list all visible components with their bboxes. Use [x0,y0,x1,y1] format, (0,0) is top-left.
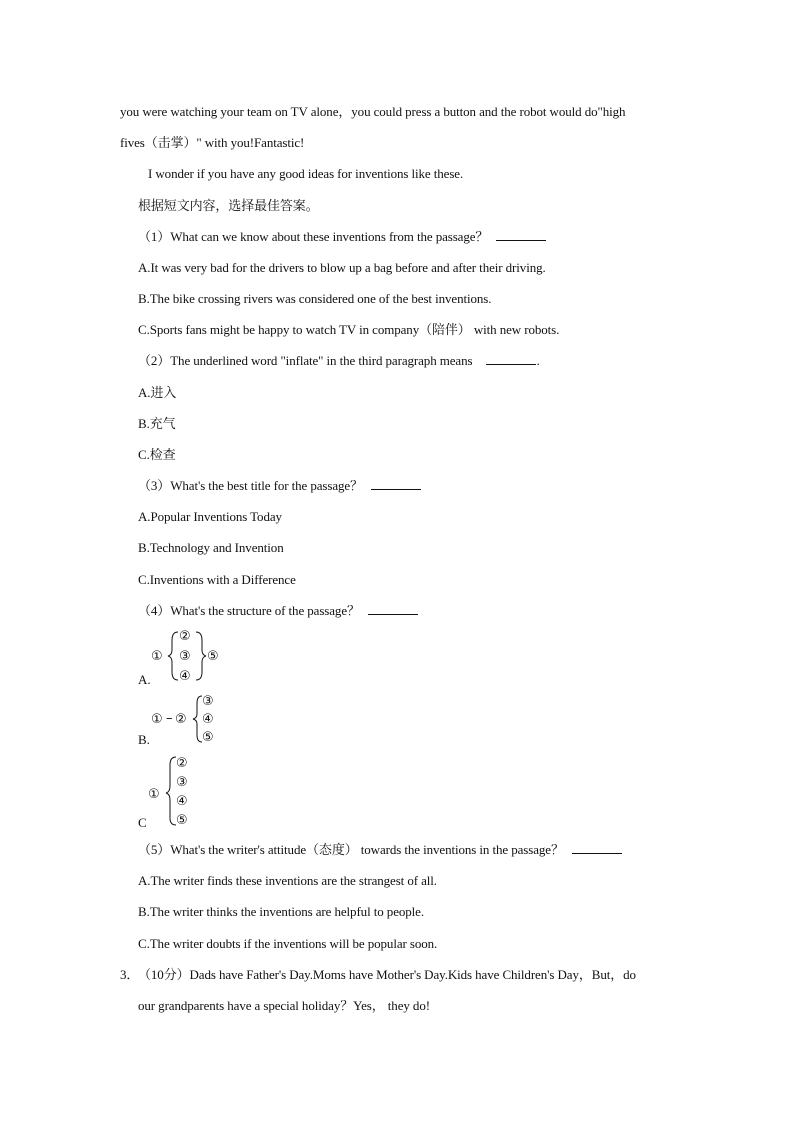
answer-blank-5[interactable] [572,842,622,854]
question-5 [138,842,622,858]
diagram-a-node-1: ① [151,649,163,664]
q1-option-a: A.It was very bad for the drivers to blow up a bag before and after their driving. [138,260,546,275]
diagram-a-node-2: ② [179,629,191,644]
structure-diagram-b [145,690,235,746]
diagram-a-left-brace [168,632,178,680]
diagram-a-node-4: ④ [179,669,191,684]
question-2 [138,353,540,369]
question-5-stem: （5）What's the writer's attitude（态度） towards the inventions in the passage？ [138,842,564,857]
question-4 [138,603,418,619]
q3-option-b: B.Technology and Invention [138,540,284,555]
answer-blank-3[interactable] [371,478,421,490]
diagram-c-node-2: ② [176,756,188,771]
question-3-intro-line-2: our grandparents have a special holiday？Yes， they do! [138,998,430,1013]
q5-option-b: B.The writer thinks the inventions are helpful to people. [138,904,425,919]
diagram-b-node-1: ① [151,712,163,727]
structure-diagram-c [145,750,215,830]
passage-line-2: fives（击掌）" with you!Fantastic! [120,135,305,150]
diagram-b-node-5: ⑤ [202,730,214,745]
q5-option-c: C.The writer doubts if the inventions will be popular soon. [138,936,438,951]
q1-option-c: C.Sports fans might be happy to watch TV in company（陪伴） with new robots. [138,322,560,337]
question-2-end: . [536,353,540,368]
answer-blank-2[interactable] [486,353,536,365]
q2-option-a: A.进入 [138,385,177,400]
q4-option-b-label: B. [138,732,150,747]
diagram-a-node-5: ⑤ [207,649,219,664]
instruction: 根据短文内容，选择最佳答案。 [138,198,319,213]
diagram-b-node-2: ② [175,712,187,727]
answer-blank-4[interactable] [368,603,418,615]
question-1 [138,229,546,245]
diagram-b-node-3: ③ [202,694,214,709]
diagram-a-right-brace [196,632,206,680]
diagram-c-brace [166,757,176,825]
answer-blank-1[interactable] [496,229,546,241]
question-3 [138,478,421,494]
question-3-number: 3． [120,967,140,982]
q5-option-a: A.The writer finds these inventions are the strangest of all. [138,873,437,888]
passage-line-1: you were watching your team on TV alone，you could press a button and the robot would do"high [120,104,626,119]
q2-option-b: B.充气 [138,416,176,431]
q3-option-c: C.Inventions with a Difference [138,572,296,587]
structure-diagram-a [145,624,235,688]
q4-option-a-label: A. [138,672,151,687]
diagram-b-dash: – [166,711,173,726]
diagram-b-node-4: ④ [202,712,214,727]
question-1-stem: （1）What can we know about these inventions from the passage？ [138,229,489,244]
question-4-stem: （4）What's the structure of the passage？ [138,603,360,618]
q3-option-a: A.Popular Inventions Today [138,509,282,524]
diagram-c-node-5: ⑤ [176,813,188,828]
diagram-c-node-1: ① [148,787,160,802]
passage-line-3: I wonder if you have any good ideas for inventions like these. [148,166,464,181]
question-3-stem: （3）What's the best title for the passage？ [138,478,363,493]
q4-option-c-label: C [138,815,147,830]
diagram-c-node-4: ④ [176,794,188,809]
question-3-intro-line-1: （10分）Dads have Father's Day.Moms have Mother's Day.Kids have Children's Day，But，do [138,967,636,982]
diagram-b-brace [193,696,202,742]
q2-option-c: C.检查 [138,447,176,462]
diagram-c-node-3: ③ [176,775,188,790]
question-2-stem: （2）The underlined word "inflate" in the third paragraph means [138,353,473,368]
diagram-a-node-3: ③ [179,649,191,664]
q1-option-b: B.The bike crossing rivers was considered one of the best inventions. [138,291,492,306]
